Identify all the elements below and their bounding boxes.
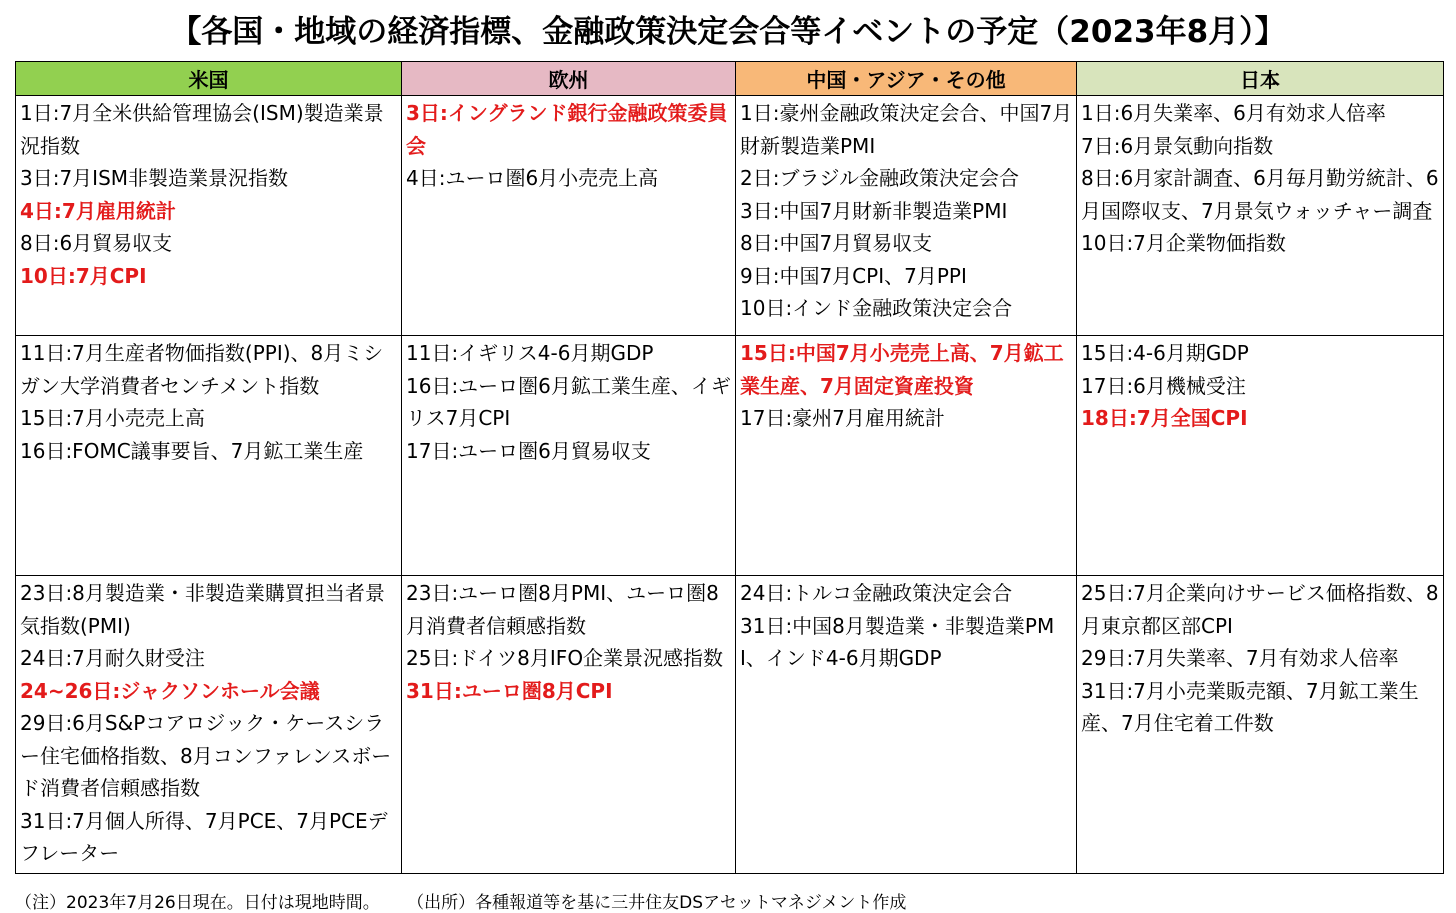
footnote-note: （注）2023年7月26日現在。日付は現地時間。 bbox=[15, 893, 380, 913]
cell-us-week3 bbox=[16, 576, 402, 874]
page-title: 【各国・地域の経済指標、金融政策決定会合等イベントの予定（2023年8月）】 bbox=[170, 14, 1286, 50]
event-item: 8日:中国7月貿易収支 bbox=[740, 231, 933, 255]
event-item: 24日:トルコ金融政策決定会合 bbox=[740, 581, 1013, 605]
event-item: 15日:中国7月小売売上高、7月鉱工業生産、7月固定資産投資 bbox=[740, 341, 1064, 398]
event-item: 25日:ドイツ8月IFO企業景況感指数 bbox=[406, 646, 724, 670]
event-item: 23日:8月製造業・非製造業購買担当者景気指数(PMI) bbox=[20, 581, 385, 638]
cell-asia-week2 bbox=[736, 336, 1077, 576]
footnote-source: （出所）各種報道等を基に三井住友DSアセットマネジメント作成 bbox=[407, 893, 907, 913]
event-item: 15日:7月小売売上高 bbox=[20, 406, 205, 430]
event-item: 2日:ブラジル金融政策決定会合 bbox=[740, 166, 1019, 190]
event-item: 3日:7月ISM非製造業景況指数 bbox=[20, 166, 289, 190]
event-item: 10日:7月企業物価指数 bbox=[1081, 231, 1286, 255]
event-item: 25日:7月企業向けサービス価格指数、8月東京都区部CPI bbox=[1081, 581, 1439, 638]
cell-europe-week3 bbox=[402, 576, 736, 874]
event-calendar-table bbox=[15, 61, 1444, 874]
event-item: 4日:ユーロ圏6月小売売上高 bbox=[406, 166, 659, 190]
cell-japan-week1 bbox=[1077, 96, 1444, 336]
event-item: 17日:豪州7月雇用統計 bbox=[740, 406, 945, 430]
event-item: 17日:6月機械受注 bbox=[1081, 373, 1246, 398]
event-item: 10日:7月CPI bbox=[20, 263, 147, 288]
column-header-china-asia-other: 中国・アジア・その他 bbox=[736, 62, 1077, 96]
event-item: 4日:7月雇用統計 bbox=[20, 198, 176, 223]
column-header-us: 米国 bbox=[16, 62, 402, 96]
column-header-europe: 欧州 bbox=[402, 62, 736, 96]
event-item: 8日:6月家計調査、6月毎月勤労統計、6月国際収支、7月景気ウォッチャー調査 bbox=[1081, 166, 1439, 223]
event-item: 31日:7月個人所得、7月PCE、7月PCEデフレーター bbox=[20, 808, 388, 865]
event-item: 1日:6月失業率、6月有効求人倍率 bbox=[1081, 101, 1386, 125]
column-header-japan: 日本 bbox=[1077, 62, 1444, 96]
event-item: 17日:ユーロ圏6月貿易収支 bbox=[406, 438, 651, 463]
cell-us-week2 bbox=[16, 336, 402, 576]
event-item: 16日:ユーロ圏6月鉱工業生産、イギリス7月CPI bbox=[406, 373, 731, 430]
event-item: 1日:7月全米供給管理協会(ISM)製造業景況指数 bbox=[20, 101, 384, 158]
event-item: 11日:イギリス4-6月期GDP bbox=[406, 341, 654, 365]
table-row bbox=[16, 96, 1444, 336]
footnote bbox=[15, 888, 906, 913]
event-item: 1日:豪州金融政策決定会合、中国7月財新製造業PMI bbox=[740, 101, 1073, 158]
event-item: 8日:6月貿易収支 bbox=[20, 231, 173, 255]
event-item: 31日:中国8月製造業・非製造業PMI、インド4-6月期GDP bbox=[740, 613, 1055, 670]
event-item: 10日:インド金融政策決定会合 bbox=[740, 296, 1013, 320]
cell-japan-week2 bbox=[1077, 336, 1444, 576]
event-item: 9日:中国7月CPI、7月PPI bbox=[740, 263, 967, 288]
event-item: 3日:中国7月財新非製造業PMI bbox=[740, 198, 1008, 223]
event-item: 16日:FOMC議事要旨、7月鉱工業生産 bbox=[20, 438, 364, 463]
cell-europe-week2 bbox=[402, 336, 736, 576]
event-item: 18日:7月全国CPI bbox=[1081, 406, 1248, 430]
event-item: 24日:7月耐久財受注 bbox=[20, 646, 205, 670]
table-header-row bbox=[16, 62, 1444, 96]
event-item: 31日:7月小売業販売額、7月鉱工業生産、7月住宅着工件数 bbox=[1081, 678, 1419, 735]
event-item: 7日:6月景気動向指数 bbox=[1081, 133, 1274, 158]
table-row bbox=[16, 576, 1444, 874]
event-item: 23日:ユーロ圏8月PMI、ユーロ圏8月消費者信頼感指数 bbox=[406, 581, 719, 638]
event-item: 15日:4-6月期GDP bbox=[1081, 341, 1249, 365]
event-item: 11日:7月生産者物価指数(PPI)、8月ミシガン大学消費者センチメント指数 bbox=[20, 341, 384, 398]
event-item: 29日:6月S&Pコアロジック・ケースシラー住宅価格指数、8月コンファレンスボード消費者信頼感指数 bbox=[20, 711, 392, 800]
event-item: 29日:7月失業率、7月有効求人倍率 bbox=[1081, 646, 1399, 670]
event-item: 24~26日:ジャクソンホール会議 bbox=[20, 678, 320, 703]
cell-us-week1 bbox=[16, 96, 402, 336]
event-item: 31日:ユーロ圏8月CPI bbox=[406, 678, 613, 703]
cell-japan-week3 bbox=[1077, 576, 1444, 874]
table-row bbox=[16, 336, 1444, 576]
cell-asia-week1 bbox=[736, 96, 1077, 336]
event-item: 3日:イングランド銀行金融政策委員会 bbox=[406, 101, 728, 158]
cell-europe-week1 bbox=[402, 96, 736, 336]
cell-asia-week3 bbox=[736, 576, 1077, 874]
